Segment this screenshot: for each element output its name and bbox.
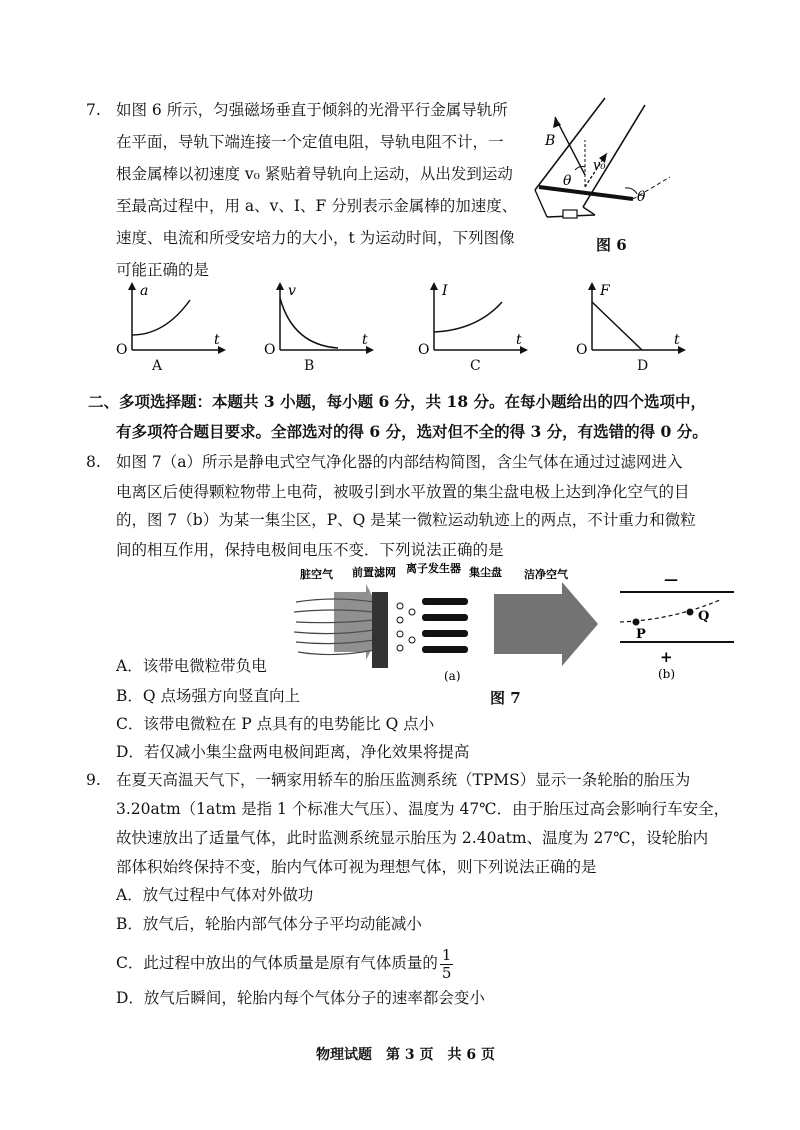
q7-text-line-6: 可能正确的是: [116, 261, 210, 279]
q8-text-line-3: 的，图 7（b）为某一集尘区，P、Q 是某一微粒运动轨迹上的两点，不计重力和微粒: [116, 511, 696, 529]
graph-C-curve: [434, 302, 502, 332]
theta-arc-2: [625, 188, 637, 194]
label-B: B: [545, 133, 556, 149]
q9-text-line-2: 3.20atm（1atm 是指 1 个标准大气压）、温度为 47℃．由于胎压过高会影响行车安全，: [116, 800, 730, 818]
graph-B-ylabel: v: [288, 283, 296, 299]
label-theta-1: θ: [563, 173, 572, 189]
point-P: [633, 619, 640, 626]
plus-sign: +: [660, 648, 673, 666]
label-v0: v₀: [593, 158, 606, 173]
graph-C-ylabel: I: [442, 283, 448, 299]
clean-air-arrow: [494, 582, 598, 666]
figure-7-caption: 图 7: [490, 689, 521, 707]
resistor-symbol: [563, 210, 577, 218]
graph-D: [570, 280, 690, 355]
figure-6-incline-diagram: [525, 95, 675, 235]
graph-A-origin: O: [116, 342, 128, 355]
q8-option-B: B．Q 点场强方向竖直向上: [116, 687, 301, 705]
graph-C-xlabel: t: [516, 332, 522, 348]
metal-rod: [539, 187, 633, 199]
ionizer-dots: [397, 603, 415, 651]
q7-text-line-2: 在平面，导轨下端连接一个定值电阻，导轨电阻不计，一: [116, 133, 504, 151]
rail-bottom-right: [583, 207, 595, 215]
q8-text-line-2: 电离区后使得颗粒物带上电荷，被吸引到水平放置的集尘盘电极上达到净化空气的目: [116, 483, 690, 501]
figure-7b-plates-diagram: [612, 570, 742, 682]
label-b: (b): [658, 667, 676, 681]
graph-A-letter: A: [152, 358, 163, 374]
fraction-one-fifth: [440, 947, 454, 982]
graph-A-ylabel: a: [140, 283, 149, 299]
q7-number: 7.: [86, 101, 101, 119]
q8-option-A: A．该带电微粒带负电: [116, 657, 267, 675]
q9-text-line-4: 部体积始终保持不变，胎内气体可视为理想气体，则下列说法正确的是: [116, 858, 597, 876]
label-Q: Q: [698, 609, 710, 624]
q7-text-line-5: 速度、电流和所受安培力的大小，t 为运动时间，下列图像: [116, 229, 515, 247]
q9-option-D: D．放气后瞬间，轮胎内每个气体分子的速率都会变小: [116, 989, 485, 1007]
figure-7a-purifier-diagram: [294, 562, 610, 684]
label-dirty-air: 脏空气: [300, 568, 333, 581]
graph-B-letter: B: [304, 358, 315, 374]
label-ionizer: 离子发生器: [406, 562, 461, 575]
q8-option-C: C．该带电微粒在 P 点具有的电势能比 Q 点小: [116, 715, 435, 733]
graph-B-origin: O: [264, 342, 276, 355]
graph-B: [258, 280, 378, 355]
label-clean-air: 洁净空气: [524, 568, 568, 581]
theta-arc-1: [575, 166, 585, 170]
q7-text-line-1: 如图 6 所示，匀强磁场垂直于倾斜的光滑平行金属导轨所: [116, 101, 508, 119]
q9-option-A: A．放气过程中气体对外做功: [116, 886, 314, 904]
label-a: (a): [444, 669, 461, 683]
graph-B-xlabel: t: [362, 332, 368, 348]
graph-C-origin: O: [418, 342, 430, 355]
graph-D-xlabel: t: [674, 332, 680, 348]
q9-option-C: [116, 944, 453, 982]
graph-B-curve: [280, 298, 338, 348]
label-collector: 集尘盘: [469, 566, 502, 579]
label-prefilter: 前置滤网: [352, 566, 396, 579]
graph-D-letter: D: [637, 358, 649, 374]
q8-number: 8.: [86, 453, 101, 471]
fraction-denominator: 5: [441, 963, 452, 982]
q9-text-line-3: 故快速放出了适量气体，此时监测系统显示胎压为 2.40atm、温度为 27℃，设轮胎内: [116, 829, 709, 847]
prefilter-mesh: [372, 592, 388, 668]
figure-6-caption: 图 6: [596, 236, 627, 254]
section2-header-line-1: 二、多项选择题：本题共 3 小题，每小题 6 分，共 18 分。在每小题给出的四个选项中，: [88, 392, 707, 411]
graph-D-line: [592, 302, 642, 350]
section2-header-line-2: 有多项符合题目要求。全部选对的得 6 分，选对但不全的得 3 分，有选错的得 0 分。: [116, 422, 708, 441]
point-Q: [687, 609, 694, 616]
q7-text-line-4: 至最高过程中，用 a、v、I、F 分别表示金属棒的加速度、: [116, 197, 518, 215]
minus-sign: —: [664, 572, 678, 588]
q8-option-D: D．若仅减小集尘盘两电极间距离，净化效果将提高: [116, 743, 470, 761]
q8-text-line-1: 如图 7（a）所示是静电式空气净化器的内部结构简图，含尘气体在通过过滤网进入: [116, 453, 683, 471]
graph-C: [412, 280, 532, 355]
label-theta-2: θ: [637, 189, 646, 205]
collector-plates: [422, 598, 468, 653]
graph-D-ylabel: F: [600, 283, 610, 299]
label-P: P: [636, 627, 646, 642]
graph-D-origin: O: [576, 342, 588, 355]
graph-A: [110, 280, 230, 355]
q9-option-B: B．放气后，轮胎内部气体分子平均动能减小: [116, 915, 422, 933]
graph-A-curve: [132, 300, 190, 335]
rail-bottom-left: [535, 190, 547, 217]
graph-C-letter: C: [470, 358, 481, 374]
q7-text-line-3: 根金属棒以初速度 v₀ 紧贴着导轨向上运动，从出发到运动: [116, 165, 513, 183]
q9-option-C-text: C．此过程中放出的气体质量是原有气体质量的: [116, 954, 438, 972]
q9-number: 9.: [86, 771, 101, 789]
page-footer: 物理试题 第 3 页 共 6 页: [316, 1047, 495, 1063]
q8-text-line-4: 间的相互作用，保持电极间电压不变．下列说法正确的是: [116, 541, 504, 559]
fraction-numerator: 1: [441, 945, 452, 964]
graph-A-xlabel: t: [214, 332, 220, 348]
q9-text-line-1: 在夏天高温天气下，一辆家用轿车的胎压监测系统（TPMS）显示一条轮胎的胎压为: [116, 771, 691, 789]
